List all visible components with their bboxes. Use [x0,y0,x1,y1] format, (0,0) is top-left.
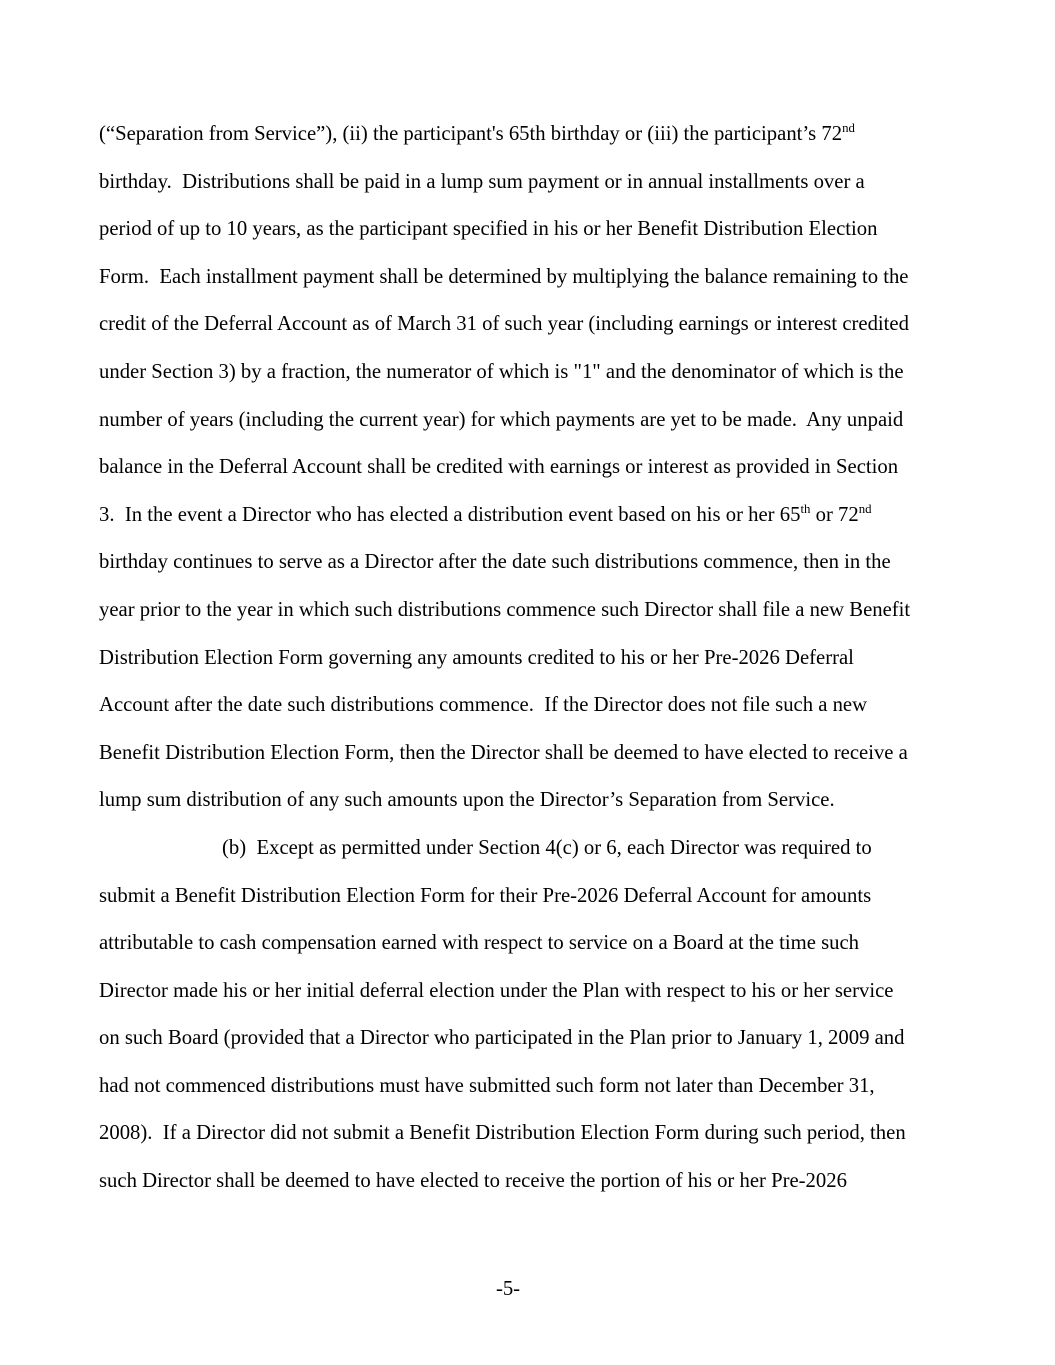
text-segment: submit a Benefit Distribution Election Form for their Pre-2026 Deferral Account for amounts [99,884,872,907]
paragraph-continuation [99,111,929,825]
text-line [99,539,929,587]
text-line [99,730,929,778]
text-line [99,1110,929,1158]
text-segment: on such Board (provided that a Director who participated in the Plan prior to January 1, 2009 and [99,1027,905,1050]
paragraph-b [99,825,929,1206]
text-segment: 3. In the event a Director who has elected a distribution event based on his or her 65 [99,503,801,526]
superscript-ordinal: th [800,501,811,516]
text-line [99,301,929,349]
text-line [99,873,929,921]
text-line [99,968,929,1016]
text-segment: attributable to cash compensation earned with respect to service on a Board at the time such [99,932,860,955]
text-line [99,492,929,540]
text-segment: under Section 3) by a fraction, the numerator of which is "1" and the denominator of which is the [99,360,904,383]
text-line [99,777,929,825]
text-line [99,1063,929,1111]
text-segment: Benefit Distribution Election Form, then the Director shall be deemed to have elected to receive a [99,741,908,764]
text-segment: such Director shall be deemed to have elected to receive the portion of his or her Pre-2026 [99,1170,847,1193]
text-segment: Distribution Election Form governing any amounts credited to his or her Pre-2026 Deferral [99,646,854,669]
text-line [99,682,929,730]
superscript-ordinal: nd [858,501,872,516]
text-segment: (b) Except as permitted under Section 4(c) or 6, each Director was required to [222,836,872,859]
text-segment: Director made his or her initial deferral election under the Plan with respect to his or her service [99,979,894,1002]
text-segment: year prior to the year in which such distributions commence such Director shall file a new Benefit [99,598,911,621]
text-line [99,587,929,635]
text-line [99,825,929,873]
text-line [99,444,929,492]
page-footer [99,1266,917,1314]
text-segment: credit of the Deferral Account as of March 31 of such year (including earnings or interest credited [99,313,909,336]
text-line [99,159,929,207]
text-line [99,920,929,968]
text-segment: lump sum distribution of any such amounts upon the Director’s Separation from Service. [99,789,835,812]
text-segment: birthday. Distributions shall be paid in a lump sum payment or in annual installments over a [99,170,865,193]
text-line [99,206,929,254]
text-segment: Account after the date such distributions commence. If the Director does not file such a new [99,694,868,717]
text-line [99,349,929,397]
text-segment: 2008). If a Director did not submit a Benefit Distribution Election Form during such period, then [99,1122,906,1145]
text-segment: Form. Each installment payment shall be determined by multiplying the balance remaining to the [99,265,909,288]
text-line [99,1015,929,1063]
text-segment: (“Separation from Service”), (ii) the participant's 65th birthday or (iii) the participant’s 72 [99,123,843,145]
text-line [99,1158,929,1206]
text-line [99,397,929,445]
superscript-ordinal: nd [842,121,855,136]
text-segment: birthday continues to serve as a Director after the date such distributions commence, then in the [99,551,891,574]
page-number: -5- [495,1278,521,1300]
document-body [99,111,929,1206]
text-line [99,635,929,683]
text-segment: balance in the Deferral Account shall be credited with earnings or interest as provided in Section [99,456,899,479]
text-segment: number of years (including the current year) for which payments are yet to be made. Any unpaid [99,408,904,431]
text-line [99,111,929,159]
text-segment: period of up to 10 years, as the participant specified in his or her Benefit Distribution Election [99,218,878,241]
text-line [99,254,929,302]
text-segment: or 72 [810,503,859,526]
text-segment: had not commenced distributions must have submitted such form not later than December 31, [99,1074,875,1097]
